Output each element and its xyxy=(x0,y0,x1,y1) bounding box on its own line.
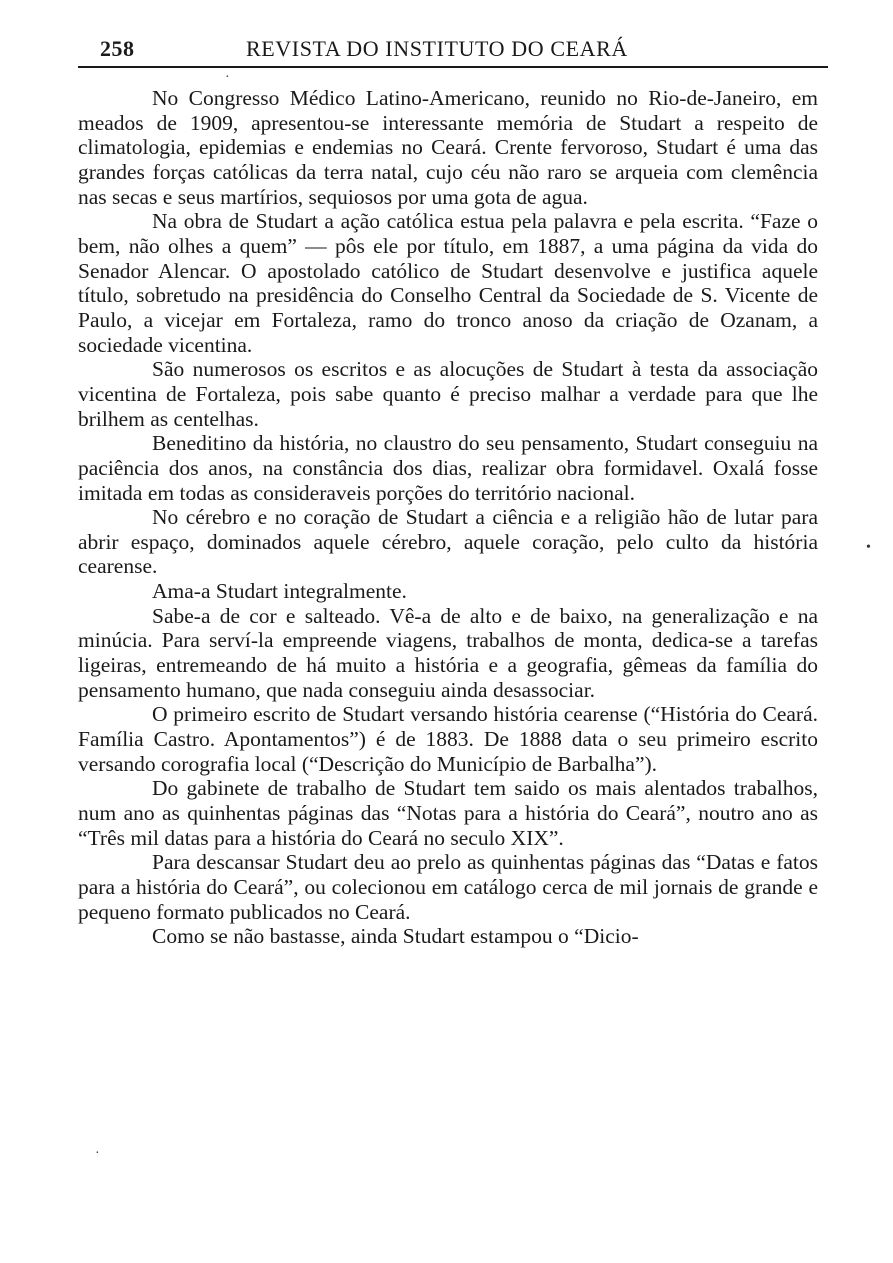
paragraph: Na obra de Studart a ação católica estua pela palavra e pela escrita. “Faze o bem, não olhes a quem” — pôs ele por título, em 1887, a uma página da vida do Senador Alencar. O apostolado católico de Studart desenvolve e justifica aquele título, sobretudo na presidência do Conselho Central da Sociedade de S. Vicente de Paulo, a vicejar em Fortaleza, ramo do tronco anoso da criação de Ozanam, a sociedade vicentina. xyxy=(78,209,818,357)
body-text xyxy=(78,86,818,949)
paragraph: Para descansar Studart deu ao prelo as quinhentas páginas das “Datas e fatos para a história do Ceará”, ou colecionou em catálogo cerca de mil jornais de grande e pequeno formato publicados no Ceará. xyxy=(78,850,818,924)
paragraph: O primeiro escrito de Studart versando história cearense (“História do Ceará. Família Castro. Apontamentos”) é de 1883. De 1888 data o seu primeiro escrito versando corografia local (“Descrição do Município de Barbalha”). xyxy=(78,702,818,776)
paragraph: Ama-a Studart integralmente. xyxy=(152,579,407,604)
page-number: 258 xyxy=(100,36,135,61)
running-header xyxy=(78,32,828,68)
paragraph: Do gabinete de trabalho de Studart tem saido os mais alentados trabalhos, num ano as quinhentas páginas das “Notas para a história do Ceará”, noutro ano as “Três mil datas para a história do Ceará no seculo XIX”. xyxy=(78,776,818,850)
print-speck: · xyxy=(95,1146,100,1161)
journal-title: REVISTA DO INSTITUTO DO CEARÁ xyxy=(246,36,628,61)
header-rule xyxy=(78,66,828,68)
paragraph: Sabe-a de cor e salteado. Vê-a de alto e de baixo, na generalização e na minúcia. Para serví-la empreende viagens, trabalhos de monta, dedica-se a tarefas ligeiras, entremeando de há muito a história e a geografia, gêmeas da família do pensamento humano, que nada conseguiu ainda desassociar. xyxy=(78,603,818,702)
paragraph: São numerosos os escritos e as alocuções de Studart à testa da associação vicentina de Fortaleza, pois sabe quanto é preciso malhar a verdade para que lhe brilhem as centelhas. xyxy=(78,357,818,431)
paragraph: No cérebro e no coração de Studart a ciência e a religião hão de lutar para abrir espaço, dominados aquele cérebro, aquele coração, pelo culto da história cearense. xyxy=(78,505,818,579)
paragraph: Como se não bastasse, ainda Studart estampou o “Dicio- xyxy=(152,924,639,949)
paragraph: No Congresso Médico Latino-Americano, reunido no Rio-de-Janeiro, em meados de 1909, apresentou-se interessante memória de Studart a respeito de climatologia, epidemias e endemias no Ceará. Crente fervoroso, Studart é uma das grandes forças católicas da terra natal, cujo céu não raro se arqueia com clemência nas secas e seus martírios, sequiosos por uma gota de agua. xyxy=(78,86,818,209)
print-speck: · xyxy=(225,70,230,85)
paragraph: Beneditino da história, no claustro do seu pensamento, Studart conseguiu na paciência dos anos, na constância dos dias, realizar obra formidavel. Oxalá fosse imitada em todas as consideraveis porções do território nacional. xyxy=(78,431,818,505)
print-speck: • xyxy=(866,540,871,555)
